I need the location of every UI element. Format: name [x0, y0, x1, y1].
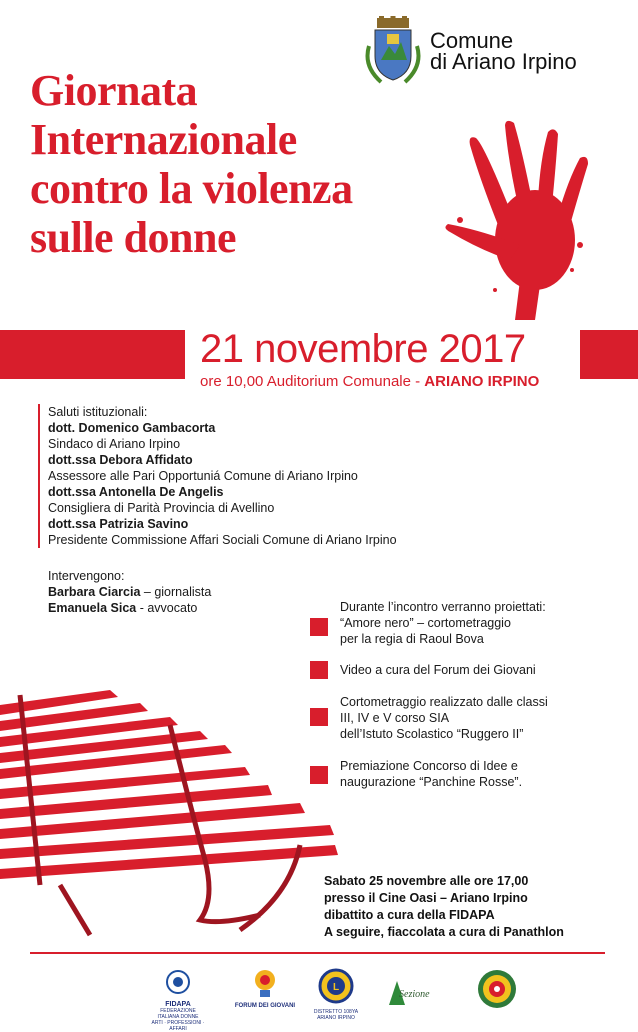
lions-caption: ARIANO IRPINO	[317, 1015, 355, 1021]
title-line-4: sulle donne	[30, 213, 237, 262]
projection-line: Video a cura del Forum dei Giovani	[340, 663, 536, 677]
projection-line: dell’Istuto Scolastico “Ruggero II”	[340, 727, 524, 741]
event-line: dibattito a cura della FIDAPA	[324, 908, 495, 922]
footer-divider	[30, 952, 605, 954]
program-line: dott.ssa Debora Affidato	[48, 453, 193, 467]
svg-text:L: L	[332, 982, 340, 993]
program-line: Assessore alle Pari Opportuniá Comune di Ariano Irpino	[48, 469, 358, 483]
program-line: Presidente Commissione Affari Sociali Comune di Ariano Irpino	[48, 533, 397, 547]
panathlon-logo	[474, 968, 520, 1015]
lions-caption: DISTRETTO 108YA	[313, 1009, 359, 1015]
event-date: 21 novembre 2017	[200, 327, 526, 371]
projection-line: naugurazione “Panchine Rosse”.	[340, 775, 523, 789]
fidapa-name: FIDAPA	[165, 1001, 191, 1008]
projection-line: per la regia di Raoul Bova	[340, 632, 484, 646]
projection-line: Durante l’incontro verranno proiettati:	[340, 600, 546, 614]
projection-item	[340, 758, 630, 790]
sezione-emblem-icon	[385, 975, 455, 1009]
event-place-prefix: ore 10,00 Auditorium Comunale -	[200, 373, 425, 390]
interventions	[48, 568, 211, 616]
municipality-line-2: di Ariano Irpino	[430, 49, 577, 74]
lions-emblem-icon	[318, 968, 354, 1004]
page-title	[30, 66, 470, 262]
projection-line: III, IV e V corso SIA	[340, 711, 450, 725]
fidapa-caption: ARTI · PROFESSIONI · AFFARI	[151, 1020, 205, 1032]
speaker	[48, 600, 211, 616]
municipality-line-1: Comune	[430, 28, 514, 53]
program-line: dott.ssa Patrizia Savino	[48, 517, 189, 531]
red-bench-illustration	[0, 685, 340, 940]
title-line-3: contro la violenza	[30, 164, 353, 213]
evening-events	[324, 873, 564, 941]
fidapa-logo	[150, 968, 206, 1032]
speaker	[48, 584, 211, 600]
red-band-right	[580, 330, 638, 379]
projection-item	[340, 694, 630, 742]
program-line: Saluti istituzionali:	[48, 405, 148, 419]
forum-name: FORUM DEI GIOVANI	[234, 1003, 296, 1009]
projection-item	[340, 662, 630, 678]
program-line: Consigliera di Parità Provincia di Avellino	[48, 501, 275, 515]
forum-emblem-icon	[252, 968, 278, 998]
title-line-1: Giornata	[30, 66, 198, 115]
projection-line: Cortometraggio realizzato dalle classi	[340, 695, 548, 709]
event-place-city: ARIANO IRPINO	[424, 373, 540, 390]
speaker-role: – giornalista	[140, 585, 212, 599]
program-line: dott. Domenico Gambacorta	[48, 421, 216, 435]
interventions-heading: Intervengono:	[48, 569, 125, 583]
bullet-square	[310, 618, 328, 636]
fidapa-emblem-icon	[163, 968, 193, 996]
event-place	[200, 373, 539, 390]
event-line: A seguire, fiaccolata a cura di Panathlon	[324, 925, 564, 939]
program-line: dott.ssa Antonella De Angelis	[48, 485, 224, 499]
speaker-name: Barbara Ciarcia	[48, 585, 141, 599]
fidapa-caption: FEDERAZIONE ITALIANA DONNE	[157, 1008, 199, 1020]
red-band-left	[0, 330, 185, 379]
title-line-2: Internazionale	[30, 115, 297, 164]
red-hand-icon	[440, 120, 590, 320]
bullet-square	[310, 661, 328, 679]
projection-item	[340, 599, 630, 647]
program-list	[38, 404, 478, 548]
speaker-name: Emanuela Sica	[48, 601, 137, 615]
event-line: presso il Cine Oasi – Ariano Irpino	[324, 891, 528, 905]
program-line: Sindaco di Ariano Irpino	[48, 437, 181, 451]
event-line: Sabato 25 novembre alle ore 17,00	[324, 874, 529, 888]
projection-line: “Amore nero” – cortometraggio	[340, 616, 511, 630]
sezione-name: Sezione	[399, 989, 430, 1000]
panathlon-emblem-icon	[476, 968, 518, 1010]
projection-line: Premiazione Concorso di Idee e	[340, 759, 518, 773]
forum-logo	[232, 968, 298, 1009]
lions-logo	[308, 968, 364, 1021]
speaker-role: - avvocato	[136, 601, 198, 615]
sezione-logo	[384, 975, 456, 1014]
